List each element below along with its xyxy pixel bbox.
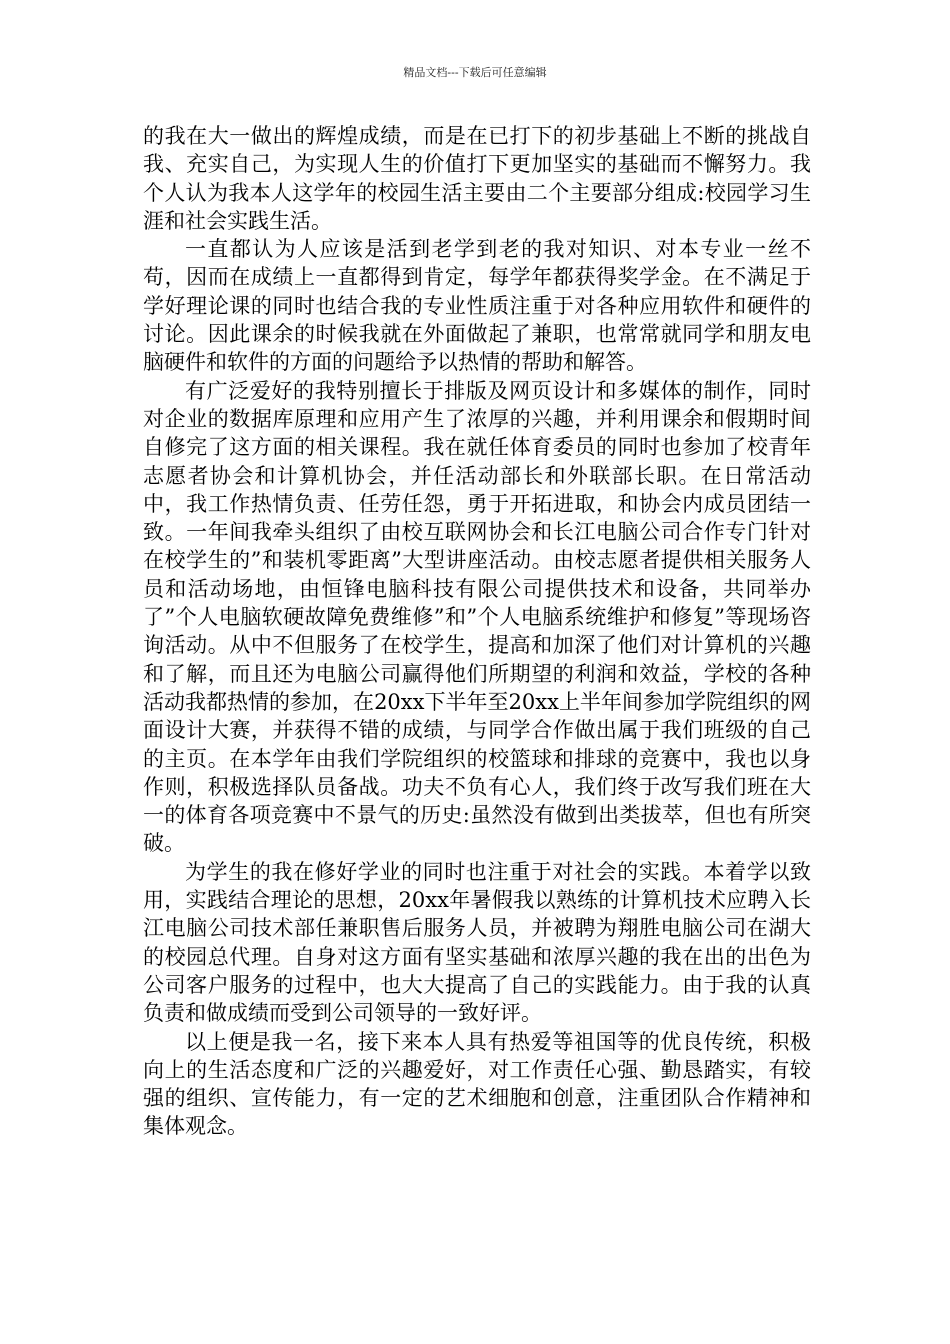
paragraph-3: 有广泛爱好的我特别擅长于排版及网页设计和多媒体的制作，同时对企业的数据库原理和应用产生了浓厚的兴趣，并利用课余和假期时间自修完了这方面的相关课程。我在就任体育委员的同时也参加了校青年志愿者协会和计算机协会，并任活动部长和外联部长职。在日常活动中，我工作热情负责、任劳任怨，勇于开拓进取，和协会内成员团结一致。一年间我牵头组织了由校互联网协会和长江电脑公司合作专门针对在校学生的”和装机零距离”大型讲座活动。由校志愿者提供相关服务人员和活动场地，由恒锋电脑科技有限公司提供技术和设备，共同举办了”个人电脑软硬故障免费维修”和”个人电脑系统维护和修复”等现场咨询活动。从中不但服务了在校学生，提高和加深了他们对计算机的兴趣和了解，而且还为电脑公司赢得他们所期望的利润和效益，学校的各种活动我都热情的参加，在20xx下半年至20xx上半年间参加学院组织的网面设计大赛，并获得不错的成绩，与同学合作做出属于我们班级的自己的主页。在本学年由我们学院组织的校篮球和排球的竞赛中，我也以身作则，积极选择队员备战。功夫不负有心人，我们终于改写我们班在大一的体育各项竞赛中不景气的历史:虽然没有做到出类拔萃，但也有所突破。 [143,378,811,856]
paragraph-4: 为学生的我在修好学业的同时也注重于对社会的实践。本着学以致用，实践结合理论的思想，20xx年暑假我以熟练的计算机技术应聘入长江电脑公司技术部任兼职售后服务人员，并被聘为翔胜电脑公司在湖大的校园总代理。自身对这方面有坚实基础和浓厚兴趣的我在出的出色为公司客户服务的过程中，也大大提高了自己的实践能力。由于我的认真负责和做成绩而受到公司领导的一致好评。 [143,859,811,1026]
paragraph-5: 以上便是我一名，接下来本人具有热爱等祖国等的优良传统，积极向上的生活态度和广泛的兴趣爱好，对工作责任心强、勤恳踏实，有较强的组织、宣传能力，有一定的艺术细胞和创意，注重团队合作精神和集体观念。 [143,1029,811,1139]
document-body [143,122,811,1141]
page-header: 精品文档---下载后可任意编辑 [403,66,547,79]
paragraph-2: 一直都认为人应该是活到老学到老的我对知识、对本专业一丝不苟，因而在成绩上一直都得到肯定，每学年都获得奖学金。在不满足于学好理论课的同时也结合我的专业性质注重于对各种应用软件和硬件的讨论。因此课余的时候我就在外面做起了兼职，也常常就同学和朋友电脑硬件和软件的方面的问题给予以热情的帮助和解答。 [143,237,811,375]
paragraph-1: 的我在大一做出的辉煌成绩，而是在已打下的初步基础上不断的挑战自我、充实自己，为实现人生的价值打下更加坚实的基础而不懈努力。我个人认为我本人这学年的校园生活主要由二个主要部分组成:校园学习生涯和社会实践生活。 [143,124,811,233]
